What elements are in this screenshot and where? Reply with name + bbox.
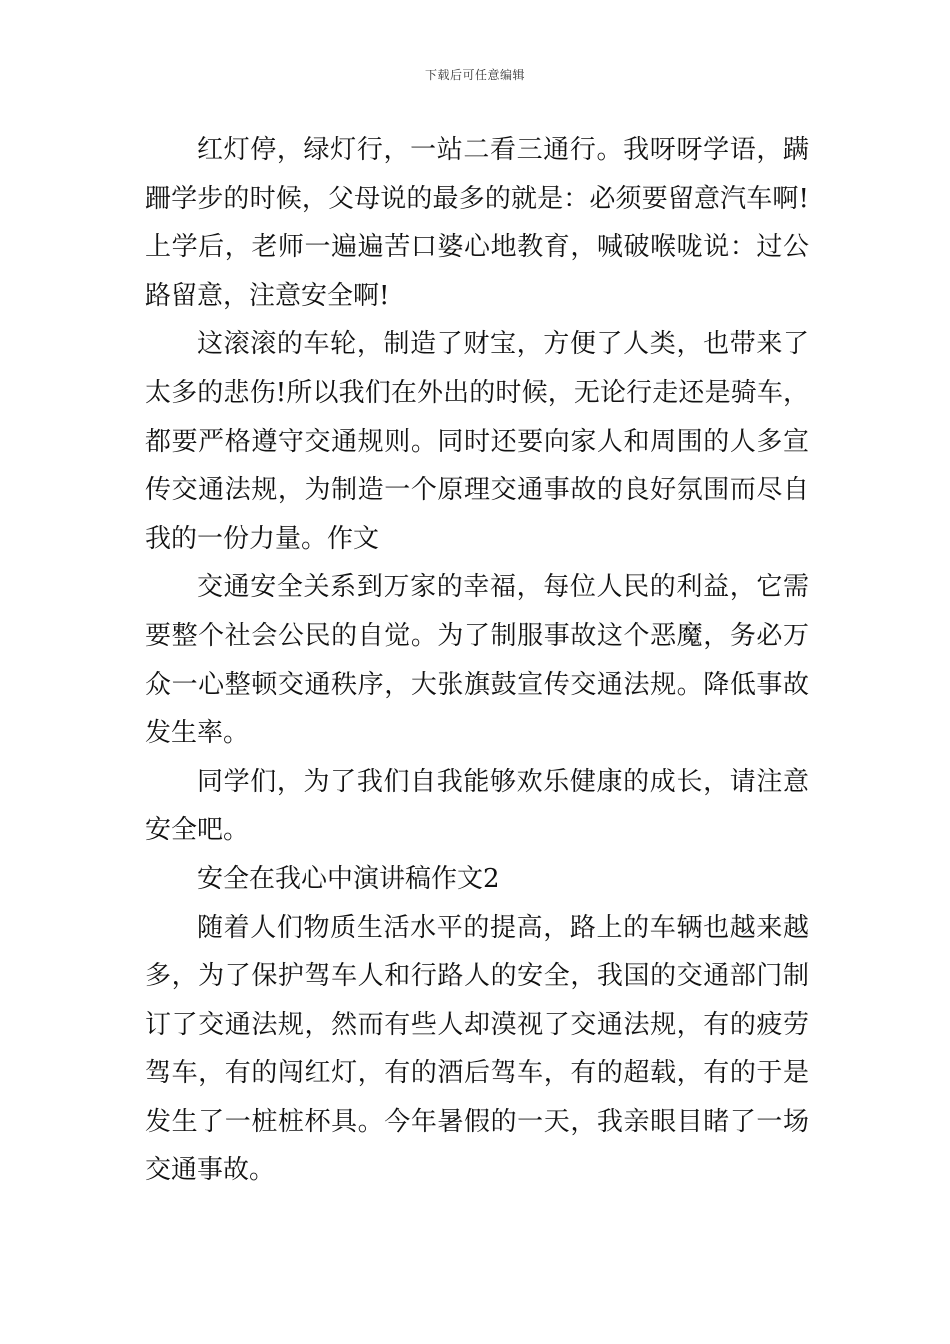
paragraph-2: 这滚滚的车轮，制造了财宝，方便了人类，也带来了太多的悲伤!所以我们在外出的时候，无论行走还是骑车，都要严格遵守交通规则。同时还要向家人和周围的人多宣传交通法规，为制造一个原理交通事故的良好氛围而尽自我的一份力量。作文 — [145, 329, 809, 554]
document-body — [145, 126, 809, 1195]
section-heading: 安全在我心中演讲稿作文2 — [197, 863, 500, 894]
paragraph-1: 红灯停，绿灯行，一站二看三通行。我呀呀学语，蹒跚学步的时候，父母说的最多的就是：必须要留意汽车啊!上学后，老师一遍遍苦口婆心地教育，喊破喉咙说：过公路留意，注意安全啊! — [145, 135, 809, 311]
paragraph-3: 交通安全关系到万家的幸福，每位人民的利益，它需要整个社会公民的自觉。为了制服事故这个恶魔，务必万众一心整顿交通秩序，大张旗鼓宣传交通法规。降低事故发生率。 — [145, 572, 809, 749]
paragraph-4: 同学们，为了我们自我能够欢乐健康的成长，请注意安全吧。 — [145, 766, 809, 846]
paragraph-5: 随着人们物质生活水平的提高，路上的车辆也越来越多，为了保护驾车人和行路人的安全，我国的交通部门制订了交通法规，然而有些人却漠视了交通法规，有的疲劳驾车，有的闯红灯，有的酒后驾车，有的超载，有的于是发生了一桩桩杯具。今年暑假的一天，我亲眼目睹了一场交通事故。 — [145, 912, 809, 1186]
header-note: 下载后可任意编辑 — [424, 68, 525, 82]
